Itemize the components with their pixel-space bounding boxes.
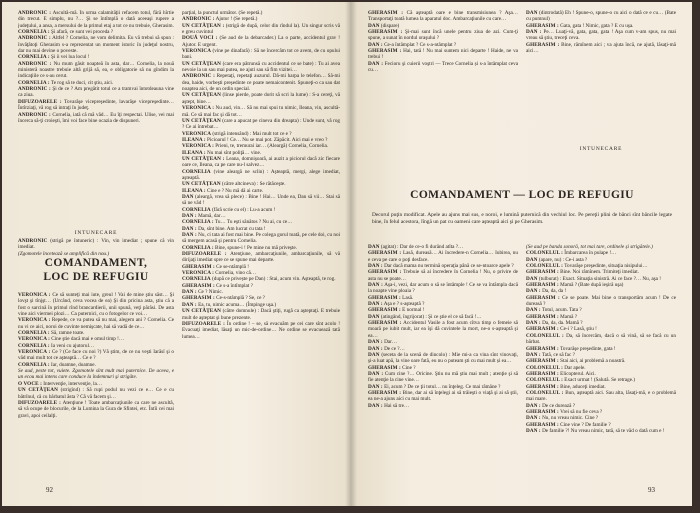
speech-text: (dispare) <box>380 22 400 29</box>
speech-text: Tată, ce să fac ? <box>541 351 575 358</box>
speaker-name: DAN : <box>526 402 541 409</box>
dialogue-line <box>18 35 174 54</box>
speaker-name: DAN : <box>526 29 542 36</box>
dialogue-line <box>368 269 518 282</box>
speech-text: Repede, ce va putea să nu mai, alegem ani ? Cornelia. Ce nu vi ce aici, noroi de cuvinte nemişcate, hai să vadă de ce… <box>18 317 174 330</box>
speech-text: Prieni, te, tremurai iar… (Aleargă) Cornelia, Cornelia. <box>215 143 329 150</box>
speaker-name: GHERASIM : <box>368 307 401 314</box>
speaker-name: DAN : <box>368 339 383 346</box>
speech-text: Nu mum găsit noapteă în asta, dar… Cornelia, la nouă ministeră noastre trebuie altă grijă să, ea, e obligatorie să nu gîndim la indicaţiile ce s-au cerut. <box>18 60 174 80</box>
stage-direction: (Zgomotele încetează se amplifică din nou.) <box>18 250 110 257</box>
dialogue-line <box>18 387 174 400</box>
right-page <box>350 2 692 506</box>
speaker-name: COLONELUL : <box>526 364 563 371</box>
speech-text: Cornelia, vino că… <box>215 270 257 277</box>
speaker-name: GHERASIM : <box>368 294 401 301</box>
speaker-name: UN CETĂŢEAN <box>182 181 221 188</box>
dialogue-line <box>18 86 174 99</box>
speech-text: (vine pe dinafară) : Să ne încercăm tot ce avem, de cu opului bani. <box>182 48 340 61</box>
speaker-name: CORNELIA : <box>18 330 50 337</box>
speech-text: E normal ! <box>402 307 425 314</box>
speech-text: Lasă, dureasă… Ai încredere-n Cornelia… Iubirea, nu e ceva pe care o poţi desface. <box>368 250 518 263</box>
speaker-name: UN CETĂŢEAN <box>182 117 221 124</box>
speaker-name: ILEANA : <box>182 187 206 194</box>
speech-text: (linse pierde, poate dorit să scri la lume) : S-a cereţi, vă aştept, bine… <box>182 92 340 105</box>
scene-title-line2: LOC DE REFUGIU <box>43 271 149 283</box>
speaker-name: O VOCE : <box>18 380 42 387</box>
speaker-name: VERONICA : <box>18 292 51 298</box>
speaker-name: DAN : <box>526 427 541 434</box>
speaker-name: CORNELIA : <box>182 244 214 251</box>
speech-text: Ce ? Nimic. <box>198 289 223 296</box>
speech-text: Ea, tu, nimic acuma… (Împinge uşa.) <box>198 301 277 308</box>
book-spine <box>345 2 357 506</box>
speech-text: Bine, dar ai să înţelegi ai să trăieşti o viaţă şi ai să ştii, ea ne-a ajuns aici cu mai mult. <box>368 389 518 403</box>
speech-text: Accidentul Vasile a fost acum cîtva timp o femeie să moară pe iubit mult, iar ea îşi dă cuvintele la mort, ne-o s-aşteaptă şi ea… <box>368 320 518 339</box>
stage-direction-intro: Decorul puţin modificat. Apele au ajuns mai sus, e noroi, e lumină puternică din vechiul loc. Pe pereţii plini de bănci sînt băncile legate bine, în felul acestora, lîngă un pat cu oameni care aşteaptă aici şi pe Gherasim. <box>372 212 672 225</box>
speaker-name: GHERASIM : <box>368 364 401 371</box>
speech-text: Şi de ce ? Am pregătit totul ce a tramvai întotdeauna vine ca ziua. <box>18 86 174 99</box>
speech-text: Mamă ? <box>560 313 578 320</box>
speech-text: (seceta de la scenă de dincolo) : Mie mi-a ca vina sînt vinovaţi, şi-a luat apă, la vine oare fată, eu nu o puteam şti cu mai mult și ea… <box>368 351 518 365</box>
dialogue-line <box>526 10 676 23</box>
speaker-name: DAN : <box>182 289 197 296</box>
right-colA <box>368 10 518 170</box>
speaker-name: CORNELIA : <box>18 54 50 61</box>
speaker-name: ANDRONIC : <box>18 35 51 42</box>
speaker-name: DAN : <box>368 282 383 289</box>
speech-text: (dintrodată) Eh ! Spune-o, spune-o cu aici o dată ce e cu… (Bate cu pumnul) <box>526 10 676 23</box>
speech-text: Ce-s-ntâmplă ? Se, ce ? <box>216 295 265 302</box>
speech-text: (vine aleargă ne sclin) : Aşteaptă, mergi, alege imediat, aşteaptă. <box>182 168 340 181</box>
dialogue-line <box>18 10 174 29</box>
dialogue-block <box>18 292 174 419</box>
speech-text: Ei, acum ? De ce ţii totul… nu înţeleg. Ce mai rămâne ? <box>384 383 501 390</box>
speech-text: Ascultă-mă. În urma calamităţii refacem totul, fără hîrtie din trecut. E simplu, nu ?… Şi se întîmplă o dată aceeaşi rupere a judeţului, a ansa, a mersului de la primul etaj a tot ce nu trebuie, Gherasim. <box>18 10 174 29</box>
speaker-name: GHERASIM : <box>182 282 215 289</box>
page-number-left: 92 <box>46 486 53 494</box>
speech-text: Dar dacă mama nu termină operaţia până ce se-ntoarce apele ? <box>384 263 514 270</box>
speaker-name: VERONICA : <box>18 317 51 324</box>
speech-text: Că aşteaptă oare e bine transmisiunea ? Aşa… Transportaţi toată lumea la aparatul doc. Ambarcaţiunile cu care… <box>368 10 518 23</box>
speech-text: Hai să tre… <box>384 402 410 409</box>
dialogue-line <box>18 400 174 419</box>
speaker-name: GHERASIM : <box>526 269 559 276</box>
speech-text: Aşa e ? s-aşteaptă ? <box>383 301 425 308</box>
scene-title-right: COMANDAMENT — LOC DE REFUGIU <box>410 189 634 201</box>
speaker-name: ANDRONIC : <box>18 111 51 118</box>
dialogue-line <box>182 232 340 245</box>
dialogue-line <box>526 333 676 346</box>
right-colD <box>526 244 676 494</box>
speaker-name: DIFUZOARELE : <box>182 251 227 258</box>
speech-text: De ce ?… <box>384 345 405 352</box>
speech-text: Altfel ? Cornelia, ne vom delimita. Eu vă trebui să spun : învăţătoţi Gherasim s-a reprezentat un moment istoric în judeţul nostru, dar nu mai devine o poveste. <box>18 35 174 55</box>
speaker-name: DAN <box>368 351 380 358</box>
speech-text: (aleargă, vrea să plece) : Bine ! Hai… Unde ea, Dan să vii… Stai să să ne văd ! <box>182 193 340 207</box>
speech-text: Te rog să te duci, cit ştiu, aici. <box>50 79 114 86</box>
speech-text: Mamă ? (Bate după ieşiră uşa) <box>560 282 624 289</box>
speaker-name: DAN : <box>368 263 383 270</box>
dialogue-line <box>526 29 676 42</box>
speaker-name: DAN : <box>526 320 541 327</box>
speaker-name: CORNELIA <box>182 276 211 283</box>
speaker-name: GHERASIM : <box>182 263 215 270</box>
speaker-name: DAN : <box>368 370 384 377</box>
speaker-name: ANDRONIC : <box>18 60 52 67</box>
dialogue-line <box>526 42 676 55</box>
speech-text: Pe… Luaţi-vă, gata, gata, gata ! Aşa cum v-am spus, nu mai vreau să ştiu, treceţi ceva. <box>526 29 676 42</box>
speech-text: Lasă. <box>402 294 414 301</box>
left-col2 <box>182 10 340 492</box>
dialogue-line <box>526 295 676 308</box>
dialogue-line <box>368 48 518 61</box>
speaker-name: VERONICA <box>182 130 212 137</box>
speech-text: Ce s-a întîmplat ? <box>216 282 253 289</box>
speech-text: Leana, domnişoară, ai auzit a piciorul dacă zic fiecare oare ce, Ileana, ca pe care nu-l salvez… <box>182 155 340 169</box>
stage-direction: (Se aud pe banda sonoră, tot mai tare, ordinele și strigătele.) <box>526 244 653 250</box>
intunecare-heading-right: INTUNECARE <box>579 146 623 152</box>
speaker-name: ILEANA : <box>182 136 206 143</box>
dialogue-line <box>18 238 174 251</box>
speaker-name: CORNELIA <box>182 206 211 213</box>
left-col1-top <box>18 10 174 242</box>
speaker-name: ANDRONIC <box>18 238 48 244</box>
speech-text: Bine, aduceţi imediat. <box>560 383 606 390</box>
speaker-name: DAN : <box>368 402 383 409</box>
speech-text: Tovarăşe preşedinte, gata ! <box>560 345 616 352</box>
speech-text: Ce se-ntâmplă ! <box>216 263 249 270</box>
speaker-name: GHERASIM : <box>526 358 559 365</box>
speech-text: Atenţiune ! Toate ambarcaţiunile ca care ne ascultă, să vă ocupe de blocurile, de la Lumina la Gura de Sfintei, etc. Întîi cei mai gravi, apoi ceilalţi. <box>18 399 174 419</box>
speaker-name: GHERASIM : <box>368 48 402 55</box>
speech-text: Tovarăşe vicepreşedinte, lavarăşe vicepreşedinte… Întîrziaţi, vă rog să intraţi în judeţ. <box>18 98 174 112</box>
speaker-name: GHERASIM : <box>368 269 402 276</box>
speech-text: Da, da, da. Mamă ? <box>542 320 583 327</box>
speech-text: În ordine ! – se, să evacuăm pe cei care sînt acolo ! Evacuaţi imediat, lăsaţi un mic-de-ordine… Ne ordine se evacuează tată lumea… <box>182 320 340 340</box>
speech-text: Stai aici, ai problemă a noastră. <box>560 358 626 365</box>
speech-text: Da, să încercăm, dacă o să vină, să se facă cu un bărbat. <box>526 332 676 346</box>
right-colB <box>526 10 676 120</box>
speaker-name: UN CETĂŢEAN <box>18 387 59 394</box>
speech-text: Fecioru şi cuierii voştri — Trece Cornelia și s-a întâmplat ceva cu… <box>368 60 518 74</box>
speaker-name: COLONELUL : <box>526 263 563 270</box>
dialogue-line <box>368 10 518 23</box>
dialogue-line <box>18 349 174 362</box>
page-number-right: 93 <box>648 486 655 494</box>
speaker-name: VERONICA : <box>18 336 50 343</box>
speech-text: Cine vine ? De familie ? <box>560 421 611 428</box>
speech-text: Bun, aşteaptă aici. Sau alta, lăsaţi-mă, e o problemă mai mare. <box>526 389 676 403</box>
dialogue-line <box>182 251 340 264</box>
dialogue-line <box>182 35 340 48</box>
speaker-name: GHERASIM : <box>368 320 402 327</box>
speech-text: Dar… <box>384 339 398 346</box>
left-page <box>2 2 350 506</box>
speaker-name: DAN : <box>368 41 383 48</box>
dialogue-line <box>182 92 340 105</box>
speaker-name: VERONICA : <box>182 143 214 150</box>
dialogue-line <box>368 371 518 384</box>
speaker-name: UN CETĂŢEAN <box>182 60 222 67</box>
speech-text: (care a apucat pe cineva din dreapta) : Unde sunt, vă rog ? Ce ai întrebat… <box>182 117 340 131</box>
dialogue-line <box>18 61 174 80</box>
speech-text: Nu, nu vreau nimic. Cine ? <box>542 415 599 422</box>
speaker-name: GHERASIM : <box>526 294 560 301</box>
speaker-name: GHERASIM : <box>368 250 402 257</box>
dialogue-line <box>18 99 174 112</box>
speaker-name: GHERASIM : <box>182 295 215 302</box>
speech-text: Bine, spune-i ! Pe mine nu mă priveşte. <box>215 244 297 251</box>
dialogue-line <box>18 292 174 317</box>
speaker-name: VERONICA : <box>182 270 214 277</box>
speech-text: Ia veni cu ajutorul… <box>51 342 95 349</box>
speech-text: Şi afară, ce sunt vei proceda ? <box>51 29 114 36</box>
speech-text: Ce-i ? Lasă, ştiu ! <box>560 326 597 333</box>
speaker-name: GHERASIM : <box>526 370 559 377</box>
speaker-name: ANDRONIC : <box>18 10 52 16</box>
speaker-name: GHERASIM : <box>526 383 559 390</box>
speaker-name: DAN : <box>368 301 383 308</box>
speech-text: Gata, gata ! Nimic, gata ? E cu uşa. <box>560 22 634 29</box>
dialogue-line <box>182 156 340 169</box>
speech-text: (strigă de după, celor din rîndul la). Un singur scris vă e greu cuvintul <box>182 22 340 36</box>
speaker-name: DAN : <box>526 415 541 422</box>
speaker-name: UN CETĂŢEAN <box>182 92 221 99</box>
speech-text: Da, sînt bine. Am lucrat cu tata ! <box>198 225 266 232</box>
right-colC <box>368 244 518 494</box>
speaker-name: DIFUZOARELE : <box>18 399 61 406</box>
dialogue-line <box>368 61 518 74</box>
speech-text: Ce să sunteţi mai iute, greul ! Vai de mine ştiu săst… Şi lovşt şi tînjşt… (Urcând, ceva vocea de ea) Şi din pricina asta, ştiu că a fost o sarcină în primul rînd brancardierii, unii spună, veţi părăsi. De asta vine aici viermei plozi… Ca puternici, cu o fotogelor ce voi… <box>18 292 174 318</box>
speaker-name: DAN : <box>182 301 197 308</box>
speech-text: Exact urmat ! (Salută. Se retrage.) <box>564 377 636 384</box>
dialogue-line <box>182 118 340 131</box>
speech-text: (strigă intensând) : Mai mult tot ce e ? <box>212 130 292 137</box>
speaker-name: ANDRONIC : <box>18 86 51 93</box>
speech-text: (tulburat) : Exact. Situaţia sinistră. Ai ce face ?… Nu, aşa ! <box>538 275 661 282</box>
dialogue-block <box>182 10 340 340</box>
speaker-name: DAN <box>526 256 538 263</box>
speaker-name: GHERASIM : <box>526 282 559 289</box>
speaker-name: COLONELUL : <box>526 389 564 396</box>
speaker-name: DOUĂ VOCI : <box>182 35 218 42</box>
speech-text: Totul, acum. Tata ? <box>541 307 582 314</box>
speech-text: Cine e ? Nu mă dă ai carte. <box>207 187 264 194</box>
speaker-name: DAN : <box>182 232 197 239</box>
speech-text: Bine, rămînem aici ; va ajuta încă, ne ajută, lăsaţi-mă aici… <box>526 41 676 55</box>
speaker-name: GHERASIM : <box>526 326 559 333</box>
dialogue-block <box>18 10 174 124</box>
speaker-name: COLONELUL : <box>526 250 563 257</box>
speaker-name: DAN <box>182 193 194 200</box>
speech-text: (apare, nu) : Ce-i asta ? <box>538 256 588 263</box>
dialogue-line <box>182 48 340 61</box>
speech-text: (agitat) : Dar de ce-o fi durând atîta ?… <box>380 244 464 250</box>
speech-text: Ajutor ! (Se repetă.) <box>215 16 258 23</box>
speech-text: Intervenţie, intervenţie, la… <box>43 380 103 387</box>
speech-text: Bine. Noi rămînem. Trimiteţi imediat. <box>560 269 639 276</box>
speech-text: Picioarul ! Ce… Nu se mai pot. Zăpăcit. Aici mai e vreo ? <box>207 136 328 143</box>
dialogue-line <box>182 23 340 36</box>
speaker-name: GHERASIM : <box>526 41 560 48</box>
speaker-name: ANDRONIC : <box>182 16 215 23</box>
speaker-name: COLONELUL : <box>526 332 564 339</box>
speaker-name: COLONELUL : <box>526 377 563 384</box>
dialogue-line <box>368 320 518 339</box>
dialogue-line <box>368 390 518 403</box>
speech-text: Nu mai sînt poliţă… vine. <box>207 149 262 156</box>
speaker-name: DAN <box>368 22 380 29</box>
speech-text: (strigînd) : Să rupi podul nu vezi ce e… Ce e cu bătrînul, că cu bărbatul ăsta ? Că vă facem şi… <box>18 387 174 400</box>
speaker-name: CORNELIA : <box>18 29 50 36</box>
speaker-name: GHERASIM : <box>368 389 402 396</box>
intunecare-heading: INTUNECARE <box>74 230 118 236</box>
speech-text: (atingând, îngrijorat) : Şi ce ştie el ce să facă !… <box>380 313 482 320</box>
speaker-name: GHERASIM : <box>368 10 404 16</box>
dialogue-line <box>368 29 518 42</box>
speaker-name: GHERASIM : <box>526 421 559 428</box>
open-book <box>2 2 696 508</box>
dialogue-line <box>18 368 174 381</box>
dialogue-line <box>18 112 174 125</box>
dialogue-line <box>182 308 340 321</box>
speaker-name: DAN : <box>526 288 541 295</box>
speech-text: (strigă pe întuneric) : Vin, vin imediat ; spune că vin imediat. <box>18 238 174 251</box>
dialogue-line <box>182 169 340 182</box>
speech-text: (Se aud de la debarcader.) La o parte, accidentul grav ! Ajutor. E urgent. <box>182 35 340 48</box>
speaker-name: GHERASIM : <box>526 345 559 352</box>
speech-text: Şi ii vei lua locul ! <box>51 54 90 61</box>
scene-title <box>18 256 174 288</box>
speech-text: Trebuie să ai încredere în Cornelia ! Nu, o privire de asta nu se poate… <box>368 269 518 282</box>
speech-text: (către domnule) : Dacă ştiţi, rugă ca aşteptaţi. E trebuie mult de aşteptat şi bune prezente. <box>182 308 340 321</box>
speaker-name: CORNELIA : <box>182 219 214 226</box>
speech-text: Dar apele. <box>564 364 586 371</box>
speaker-name: DAN <box>526 275 538 282</box>
dialogue-line <box>182 194 340 207</box>
speech-text: Tu… Tu eşti sănătos ? Nu ai, cu ce… <box>214 219 293 226</box>
speech-text: (care era pătrunsă cu accidentul ce se bate) : Tu ai avea nevoie la un sau mai putea, ne ajuti sau să fim vizitei… <box>182 60 340 74</box>
speech-text: Nu aud, vin… Să nu mai spui tu nimic, Ileana, vin, ascultă-mă. Ce să mai fac şi dă tot… <box>182 105 340 118</box>
speaker-name: VERONICA : <box>18 349 51 356</box>
speaker-name: UN CETĂŢEAN <box>182 308 222 315</box>
speaker-name: ILEANA : <box>182 149 206 156</box>
speaker-name: GHERASIM : <box>526 313 559 320</box>
speech-text: Îmbarcarea în pulape !… <box>564 250 617 257</box>
speaker-name: CORNELIA : <box>18 361 50 368</box>
speaker-name: DAN : <box>526 307 541 314</box>
speech-text: Hai, tată ! Nu mai suntem nici departe ! Haide, ne va trebui ! <box>368 48 518 61</box>
dialogue-line <box>526 428 676 434</box>
dialogue-line <box>182 321 340 340</box>
speaker-name: GHERASIM : <box>526 408 559 415</box>
speaker-name: CORNELIA : <box>18 342 50 349</box>
left-col1-bottom <box>18 292 174 492</box>
dialogue-line <box>368 403 518 409</box>
speech-text: Iar, doamne, doamne. <box>51 361 96 368</box>
speaker-name: UN CETĂŢEAN : <box>182 22 225 29</box>
speech-text: De ce durează ? <box>542 402 576 409</box>
dialogue-line <box>368 250 518 263</box>
dialogue-line <box>368 282 518 295</box>
speech-text: Să, ramne toate. <box>51 330 85 337</box>
speech-text: Cine ştie dacă mai e omul timp !… <box>51 336 125 343</box>
stage-direction: Se aud, peste tot, vuiete. Zgomotele sînt mult mai puternice. De aceea, e un ecou mai intens care conduce la îndemnuri şi strigăte. <box>18 368 174 381</box>
dialogue-block <box>526 10 676 54</box>
speaker-name: DAN : <box>182 213 197 219</box>
speech-text: Cum cine ?… Oricine. Ştiu nu mă ştiu mai mult ; atenţie şi să fie atenţie la cine vine… <box>368 370 518 384</box>
speech-text: Ce-a întâmplat ? Ce s-a-ntâmplat ? <box>384 41 457 48</box>
speaker-name: DIFUZOARELE : <box>18 98 62 105</box>
speech-text: Ce ? (Ce face cu noi ?) Vă ştim, de ce nu veşti Iarăsî şi o văd mai mult tot ce aşteaptă… Ce e ? <box>18 349 174 362</box>
speech-text: parţial, la punctul următor. (Se repetă.) <box>182 10 263 16</box>
dialogue-block <box>18 238 174 257</box>
speaker-name: DAN <box>526 10 538 16</box>
dialogue-block <box>526 244 676 434</box>
speaker-name: DAN : <box>526 351 541 358</box>
speaker-name: DAN : <box>368 345 383 352</box>
speech-text: Cornelia, iată că mă văd… Eu îţi respectai. Ulise, vei mai încerca să-ţi croieşti, îmi voi face bine ocazia de dispuneri. <box>18 111 174 124</box>
speaker-name: DIFUZOARELE : <box>182 320 225 327</box>
dialogue-line <box>368 352 518 365</box>
dialogue-line <box>526 390 676 403</box>
speech-text: Cine ? <box>402 364 416 371</box>
dialogue-line <box>18 317 174 330</box>
speaker-name: DAN : <box>368 60 384 67</box>
speech-text: (după ce privește pe Dan) : Stai, acum vin. Aşteaptă, te rog. <box>212 276 336 283</box>
speaker-name: DAN <box>368 313 380 320</box>
speaker-name: GHERASIM : <box>526 22 559 29</box>
dialogue-block <box>368 244 518 409</box>
speaker-name: DAN <box>368 244 380 250</box>
speech-text: (către altcineva) : Se rătăceşte. <box>222 181 286 188</box>
speech-text: Şi-mai sunt încă unele pentru ziua de azi. Cum-ţi spune, a sunat în nordul oraşului ? <box>368 29 518 42</box>
speech-text: De familie ?! Nu vreau nimic, tată, să te văd o dată cum e ! <box>542 427 665 434</box>
speaker-name: DAN : <box>182 225 197 232</box>
dialogue-line <box>182 61 340 74</box>
speech-text: Aşa-i, vezi, dar acum o să se întâmple ! Ce se va întâmpla dacă la noapte vine ploaia ? <box>368 282 518 295</box>
speech-text: Nu, ci tata ai fost mai bine. Pe colega gorul toată, pe cele doi, cu noi să mergem acasă şi pentru Cornelia. <box>182 232 340 245</box>
dialogue-block <box>368 10 518 73</box>
dialogue-line <box>182 105 340 118</box>
speech-text: Elicopterul. Aici. <box>560 370 596 377</box>
speaker-name: CORNELIA <box>182 168 211 175</box>
speaker-name: VERONICA <box>182 48 212 55</box>
dialogue-line <box>182 73 340 92</box>
speech-text: (fără scrie cu el) : Lu-a acum ! <box>212 206 276 213</box>
speech-text: Da, da, da ! <box>542 288 567 295</box>
speaker-name: VERONICA : <box>182 105 215 112</box>
speaker-name: CORNELIA : <box>18 79 50 86</box>
speech-text: Tovarăşe preşedinte, situaţia nisipului… <box>564 263 648 270</box>
scene-title-line1: COMANDAMENT, <box>44 257 148 269</box>
speech-text: Atenţiune, ambarcaţiunile, ambarcaţiunile, să vă dirijaţi imediat spre ce se spune mai departe. <box>182 251 340 264</box>
speaker-name: ANDRONIC : <box>182 73 215 80</box>
speaker-name: UN CETĂŢEAN : <box>182 155 225 162</box>
speech-text: Ce se poate. Mai bine o transportăm acum ! De ce dureasă ? <box>526 294 676 308</box>
speaker-name: GHERASIM : <box>368 29 403 36</box>
speaker-name: DAN : <box>368 383 383 390</box>
speech-text: Repetaţi, repetaţi auzurul. Dă-mi harpa le telefon… Să-mi dea, haide, vorbeşti preşedinte ce poate nemaicontenit. Spuneţi-o ca sau dat noaptea aici, de un ordin special. <box>182 73 340 93</box>
speech-text: Mamă, dar… <box>198 213 226 219</box>
speech-text: Vrei să nu fie ceva ? <box>560 408 603 415</box>
